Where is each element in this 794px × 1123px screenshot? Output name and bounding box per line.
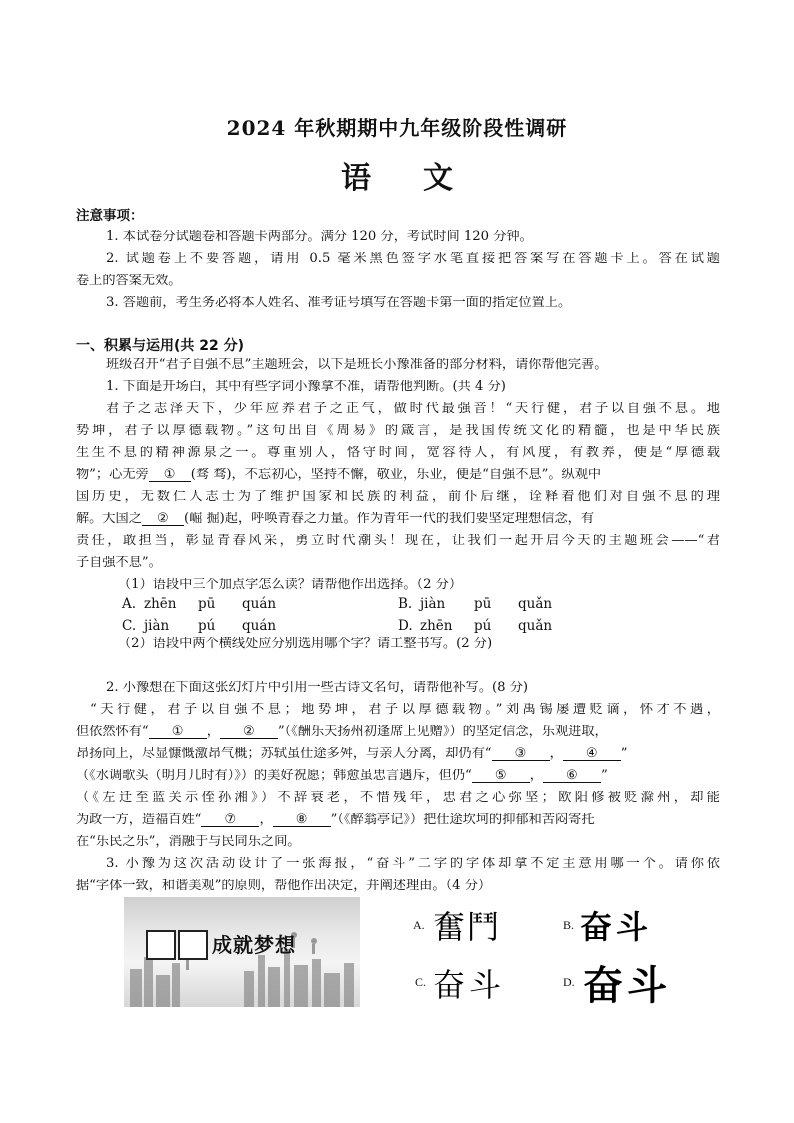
option-pinyin: pú — [198, 618, 216, 634]
option-a — [122, 596, 276, 612]
q2-text: ， — [549, 747, 563, 761]
note-item: 卷上的答案无效。 — [76, 274, 182, 288]
option-pinyin: jiàn — [144, 618, 170, 634]
q1-passage-text: (骛 骛)，不忘初心，坚持不懈，敬业，乐业，便是“自强不息”。纵观中 — [190, 468, 602, 482]
q2-text: ” — [600, 769, 608, 783]
q1-passage-line: 势坤，君子以厚德载物。”这句出自《周易》的箴言，是我国传统文化的精髓，也是中华民族 — [76, 424, 720, 438]
q2-line — [76, 769, 720, 783]
blank-6: ⑥ — [543, 769, 601, 783]
blank-1: ① — [149, 725, 207, 739]
q2-text: ， — [206, 725, 220, 739]
q2-text: ”（《酬乐天扬州初逢席上见赠》）的坚定信念，乐观进取， — [277, 725, 608, 739]
option-letter: A. — [122, 596, 137, 612]
option-pinyin: jiàn — [420, 596, 446, 612]
q1-sub2: （2）语段中两个横线处应分别选用哪个字？请工整书写。(2 分) — [118, 637, 493, 651]
q3-stem: 3. 小豫为这次活动设计了一张海报，“奋斗”二字的字体却拿不定主意用哪一个。请你依 — [106, 857, 720, 871]
q1-stem: 1. 下面是开场白，其中有些字词小豫拿不准，请帮他判断。(共 4 分) — [106, 380, 506, 394]
q2-line — [76, 813, 720, 827]
poster-image — [124, 897, 360, 1007]
option-pinyin: pú — [474, 618, 492, 634]
option-pinyin: zhēn — [144, 596, 177, 612]
q1-passage-text: 解。大国之 — [76, 512, 142, 526]
q1-passage-line-with-blank — [76, 512, 720, 526]
option-pinyin: quán — [242, 596, 277, 612]
q2-line — [76, 725, 720, 739]
q2-line: 在“乐民之乐”，消融于与民同乐之间。 — [76, 835, 301, 849]
choice-a-label: A. — [413, 918, 425, 932]
q2-line: “天行健，君子以自强不息；地势坤，君子以厚德载物。”刘禹锡屡遭贬谪，怀才不遇， — [90, 703, 720, 717]
choice-d-label: D. — [563, 975, 575, 989]
option-pinyin: zhēn — [420, 618, 453, 634]
blank-7: ⑦ — [201, 813, 259, 827]
option-pinyin: pū — [198, 596, 216, 612]
q1-passage-line: 生生不息的精神源泉之一。尊重别人，恪守时间，宽容待人，有风度，有教养，便是“厚德载 — [76, 446, 720, 460]
q2-text: 为政一方，造福百姓“ — [76, 813, 202, 827]
q1-passage-line: 国历史，无数仁人志士为了维护国家和民族的利益，前仆后继，诠释着他们对自强不息的理 — [76, 490, 720, 504]
q2-line — [76, 747, 720, 761]
choice-c-label: C. — [415, 975, 427, 989]
subject-title — [0, 153, 794, 197]
option-letter: B. — [398, 596, 413, 612]
q2-text: ” — [620, 747, 628, 761]
q1-passage-line-with-blank — [76, 468, 720, 482]
section-intro: 班级召开“君子自强不息”主题班会，以下是班长小豫准备的部分材料，请你帮他完善。 — [106, 358, 608, 372]
poster-empty-box — [178, 930, 208, 960]
blank-2: ② — [220, 725, 278, 739]
q2-text: ， — [259, 813, 273, 827]
q2-text: （《水调歌头（明月几时有）》）的美好祝愿；韩愈虽忠言遇斥，但仍“ — [76, 769, 472, 783]
q2-stem: 2. 小豫想在下面这张幻灯片中引用一些古诗文名句，请帮他补写。(8 分) — [106, 681, 529, 695]
option-d — [398, 618, 552, 634]
note-item: 2. 试题卷上不要答题，请用 0.5 毫米黑色签字水笔直接把答案写在答题卡上。答在试题 — [106, 252, 720, 266]
q2-text: ， — [529, 769, 543, 783]
choice-a-glyph: 奮鬥 — [433, 908, 502, 946]
q1-passage-line: 君子之志泽天下，少年应养君子之正气，做时代最强音！“天行健，君子以自强不息。地 — [106, 402, 720, 416]
blank-5: ⑤ — [472, 769, 530, 783]
poster-empty-box — [146, 930, 176, 960]
option-c — [122, 618, 276, 634]
q1-passage-line: 责任，敢担当，彰显青春风采，勇立时代潮头！现在，让我们一起开启今天的主题班会——“君 — [76, 534, 720, 548]
option-letter: C. — [122, 618, 137, 634]
option-pinyin: quán — [242, 618, 277, 634]
blank-3: ③ — [492, 747, 550, 761]
blank-4: ④ — [563, 747, 621, 761]
note-item: 3. 答题前，考生务必将本人姓名、准考证号填写在答题卡第一面的指定位置上。 — [106, 296, 572, 310]
choice-b-label: B. — [563, 918, 575, 932]
q2-text: 昂扬向上，尽显慷慨激昂气概；苏轼虽仕途多舛，与亲人分离，却仍有“ — [76, 747, 492, 761]
q1-passage-text: (崛 掘)起，呼唤青春之力量。作为青年一代的我们要坚定理想信念，有 — [183, 512, 595, 526]
subject-char-2: 文 — [423, 161, 453, 196]
choice-c-glyph: 奋斗 — [433, 966, 506, 1004]
q2-line: （《左迁至蓝关示侄孙湘》）不辞衰老，不惜残年，忠君之心弥坚；欧阳修被贬滁州，却能 — [76, 791, 720, 805]
poster-slogan: 成就梦想 — [212, 933, 296, 957]
choice-d-glyph: 奋斗 — [583, 962, 671, 1009]
q2-text: 但依然怀有“ — [76, 725, 149, 739]
notes-heading: 注意事项： — [76, 208, 144, 224]
subject-char-1: 语 — [341, 161, 371, 196]
option-b — [398, 596, 552, 612]
option-letter: D. — [398, 618, 413, 634]
option-pinyin: quǎn — [518, 596, 553, 612]
q3-stem: 据“字体一致，和谐美观”的原则，帮他作出决定，并阐述理由。（4 分） — [76, 879, 492, 893]
q1-passage-text: 物”；心无旁 — [76, 468, 149, 482]
choice-b-glyph: 奋斗 — [580, 908, 653, 946]
note-item: 1. 本试卷分试题卷和答题卡两部分。满分 120 分，考试时间 120 分钟。 — [106, 230, 533, 244]
exam-title: 2024 年秋期期中九年级阶段性调研 — [226, 116, 568, 140]
blank-8: ⑧ — [273, 813, 331, 827]
section-heading: 一、积累与运用(共 22 分) — [76, 338, 245, 354]
option-pinyin: quǎn — [518, 618, 553, 634]
blank-1: ① — [149, 468, 191, 482]
blank-2: ② — [142, 512, 184, 526]
q1-sub1: （1）语段中三个加点字怎么读？请帮他作出选择。（2 分） — [118, 578, 463, 592]
option-pinyin: pū — [474, 596, 492, 612]
q1-passage-line: 子自强不息”。 — [76, 556, 162, 570]
q2-text: ”（《醉翁亭记》）把仕途坎坷的抑郁和苦闷寄托 — [330, 813, 595, 827]
